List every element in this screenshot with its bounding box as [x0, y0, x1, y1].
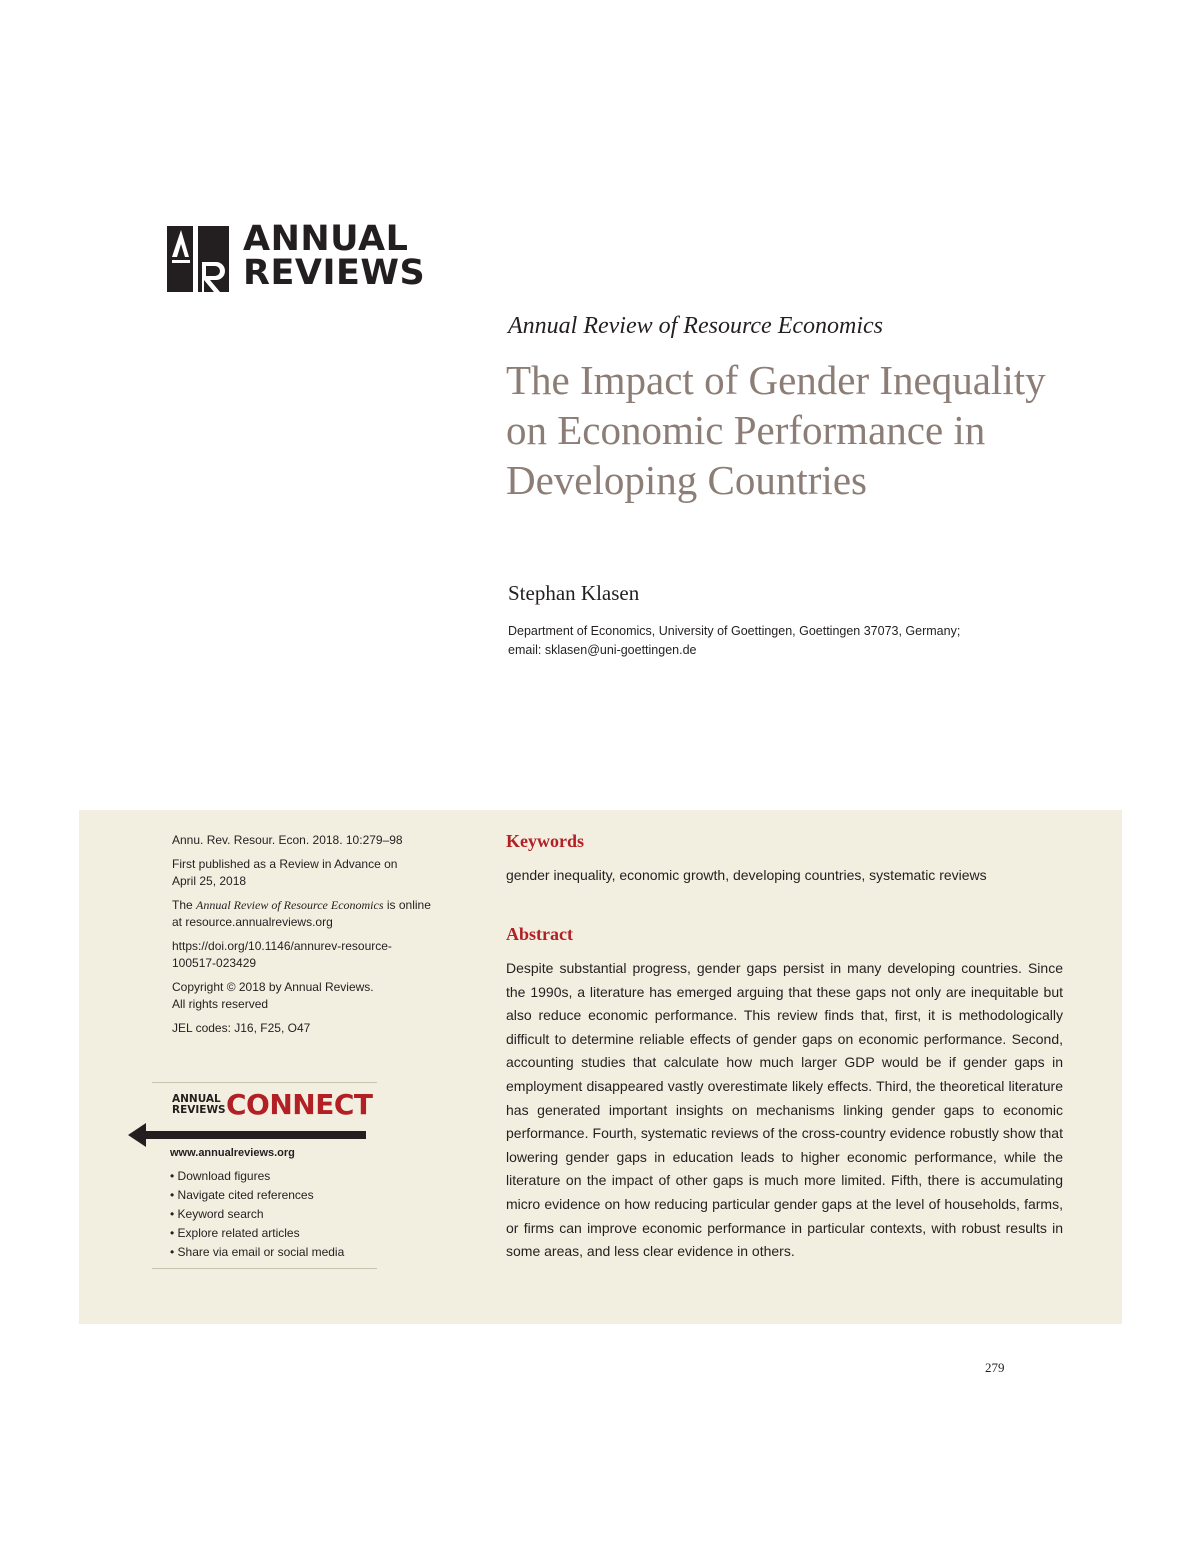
copyright	[172, 979, 432, 1013]
publication-date	[172, 856, 432, 890]
connect-wordmark: CONNECT	[226, 1088, 373, 1121]
ar-monogram-icon	[167, 226, 229, 292]
affiliation-line: Department of Economics, University of Goettingen, Goettingen 37073, Germany;	[508, 624, 961, 638]
online-prefix: The	[172, 898, 197, 912]
journal-name: Annual Review of Resource Economics	[508, 313, 883, 339]
logo-line-annual: ANNUAL	[243, 219, 409, 259]
abstract-heading: Abstract	[506, 924, 573, 944]
connect-reviews: REVIEWS	[172, 1104, 226, 1116]
logo-line-reviews: REVIEWS	[243, 253, 426, 293]
doi-line-2[interactable]: 100517-023429	[172, 956, 257, 970]
arrow-left-icon	[128, 1121, 368, 1149]
doi-link[interactable]	[172, 938, 432, 972]
online-suffix: is online	[383, 898, 431, 912]
connect-annual: ANNUAL	[172, 1093, 221, 1105]
connect-feature-related: • Explore related articles	[170, 1226, 300, 1240]
connect-features-list	[170, 1167, 344, 1262]
annual-reviews-logo	[167, 219, 427, 293]
copyright-line-1: Copyright © 2018 by Annual Reviews.	[172, 980, 374, 994]
jel-codes: JEL codes: J16, F25, O47	[172, 1021, 311, 1035]
connect-feature-references: • Navigate cited references	[170, 1188, 314, 1202]
connect-url-link[interactable]: www.annualreviews.org	[170, 1147, 295, 1159]
publication-line-2: April 25, 2018	[172, 874, 247, 888]
affiliation-email: email: sklasen@uni-goettingen.de	[508, 643, 697, 657]
online-url[interactable]: at resource.annualreviews.org	[172, 915, 333, 929]
page-number: 279	[985, 1360, 1005, 1375]
connect-feature-share: • Share via email or social media	[170, 1245, 345, 1259]
copyright-line-2: All rights reserved	[172, 997, 269, 1011]
annual-reviews-connect-box	[152, 1082, 377, 1269]
connect-feature-search: • Keyword search	[170, 1207, 264, 1221]
connect-brand	[172, 1094, 226, 1116]
author-affiliation	[508, 622, 1028, 660]
article-title: The Impact of Gender Inequality on Economic Performance in Developing Countries	[506, 357, 1046, 503]
abstract-text: Despite substantial progress, gender gaps persist in many developing countries. Since the 1990s, a literature has emerged arguing that these gaps not only are inequitable but also reduce economic performance. This review finds that, first, it is methodologically difficult to determine reliable effects of gender gaps on economic performance. Second, accounting studies that calculate how much larger GDP would be if gender gaps in employment disappeared vastly overestimate likely effects. Third, the theoretical literature has generated important insights on mechanisms linking gender gaps to economic performance. Fourth, systematic reviews of the cross-country evidence robustly show that lowering gender gaps in education leads to higher economic performance, while the literature on the impact of other gaps is much more limited. Fifth, there is accumulating micro evidence on how reducing particular gender gaps at the level of households, farms, or firms can improve economic performance in particular contexts, with robust results in some areas, and less clear evidence in others.	[506, 960, 1063, 1260]
publication-line-1: First published as a Review in Advance on	[172, 857, 398, 871]
logo-wordmark	[243, 219, 426, 293]
citation: Annu. Rev. Resour. Econ. 2018. 10:279–98	[172, 833, 403, 847]
author-name: Stephan Klasen	[508, 581, 640, 605]
article-metadata	[172, 832, 432, 1044]
connect-feature-download: • Download figures	[170, 1169, 271, 1183]
doi-line-1[interactable]: https://doi.org/10.1146/annurev-resource-	[172, 939, 392, 953]
keywords-heading: Keywords	[506, 831, 584, 851]
online-availability	[172, 897, 432, 931]
keywords-text: gender inequality, economic growth, developing countries, systematic reviews	[506, 867, 987, 883]
online-journal-name: Annual Review of Resource Economics	[196, 898, 384, 912]
